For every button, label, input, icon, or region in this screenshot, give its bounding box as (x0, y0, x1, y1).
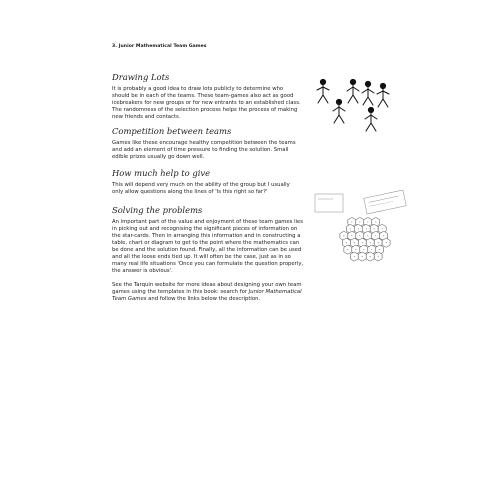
hexagon-dot-icon (355, 249, 356, 250)
section-drawing-lots (112, 72, 302, 121)
hexagon-dot-icon (367, 235, 368, 236)
hexagon-dot-icon (354, 256, 355, 257)
hexagon-dot-icon (359, 222, 360, 223)
hexagon-dot-icon (363, 249, 364, 250)
hexagon-dot-icon (354, 242, 355, 243)
note-text: and follow the links below the description. (146, 296, 261, 302)
hexagon-dot-icon (358, 228, 359, 229)
hexagon-puzzle-icon (313, 190, 411, 276)
hexagon-dot-icon (350, 228, 351, 229)
hexagon-dot-icon (359, 235, 360, 236)
stick-figure-icon (347, 79, 359, 103)
section-solving (112, 205, 307, 275)
star-card-icon (364, 190, 406, 214)
stick-figure-icon (362, 81, 374, 105)
hexagon-dot-icon (386, 242, 387, 243)
website-note (112, 282, 307, 303)
hexagon-dot-icon (351, 222, 352, 223)
hexagon-dot-icon (343, 235, 344, 236)
stick-figures-icon (313, 78, 399, 136)
stick-figure-icon (317, 79, 329, 103)
hexagon-dot-icon (371, 249, 372, 250)
note-text: See the Tarquin website for more ideas about designing your own team games using the templates in this book: search for (112, 282, 302, 295)
section-body: This will depend very much on the ability of the group but I usually only allow questions along the lines of 'Is this right so far?' (112, 182, 290, 195)
hexagon-dot-icon (383, 235, 384, 236)
hexagon-dot-icon (367, 222, 368, 223)
hexagon-dot-icon (351, 235, 352, 236)
hexagon-dot-icon (346, 242, 347, 243)
hexagon-dot-icon (374, 228, 375, 229)
hexagon-dot-icon (370, 256, 371, 257)
section-heading: How much help to give (112, 168, 211, 178)
hexagon-dot-icon (362, 256, 363, 257)
section-body: An important part of the value and enjoyment of these team games lies in picking out and recognising the significant pieces of information on the star-cards. Then in arranging this information and in constructing a table, chart or diagram to get to the point where the mathematics can be done and the solution found. Finally, all the information can be used and all the loose ends tied up. It will often be the case, just as in so many real life situations 'Once you can formulate the question properly, the answer is obvious'. (112, 219, 304, 274)
section-heading: Drawing Lots (112, 72, 170, 82)
hexagon-dot-icon (362, 242, 363, 243)
hexagon-dot-icon (378, 256, 379, 257)
hexagon-dot-icon (382, 228, 383, 229)
hexagon-dot-icon (379, 249, 380, 250)
stick-figure-icon (333, 99, 345, 123)
hexagon-grid-icon (340, 217, 390, 261)
running-head: 3. Junior Mathematical Team Games (112, 44, 207, 49)
section-help (112, 168, 302, 196)
section-heading: Competition between teams (112, 126, 232, 136)
section-body: Games like these encourage healthy competition between the teams and add an element of time pressure to finding the solution. Small edible prizes usually go down well. (112, 140, 296, 160)
stick-figure-icon (365, 107, 377, 131)
hexagon-dot-icon (378, 242, 379, 243)
section-heading: Solving the problems (112, 205, 203, 215)
hexagon-dot-icon (370, 242, 371, 243)
hexagon-dot-icon (347, 249, 348, 250)
hexagon-dot-icon (375, 222, 376, 223)
hexagon-dot-icon (375, 235, 376, 236)
book-title: Junior Mathematical Team Games (112, 289, 302, 302)
hexagon-dot-icon (366, 228, 367, 229)
section-competition (112, 126, 302, 161)
section-body: It is probably a good idea to draw lots publicly to determine who should be in each of the teams. These team-games also act as good icebreakers for new groups or for new entrants to an established class. The randomness of the selection process helps the process of making new friends and contacts. (112, 86, 301, 120)
stick-figure-icon (377, 83, 389, 107)
star-card-icon (315, 194, 343, 212)
